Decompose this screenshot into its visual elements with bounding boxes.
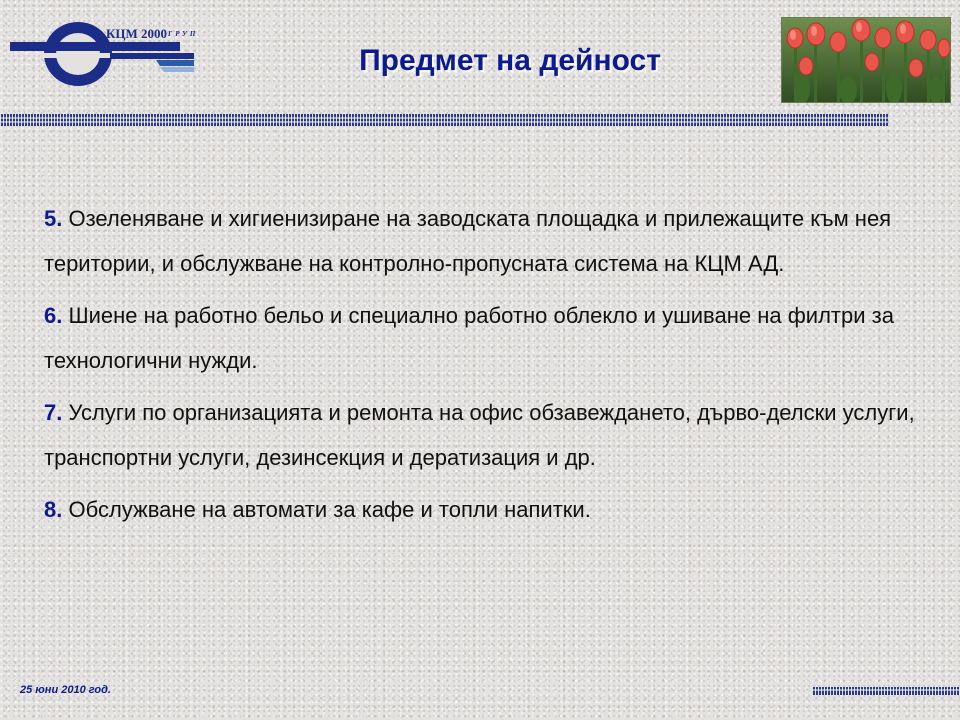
item-text: Шиене на работно бельо и специално работно облекло и ушиване на филтри за технологични нужди. <box>44 303 894 373</box>
footer-date: 25 юни 2010 год. <box>20 684 111 696</box>
item-number: 7. <box>44 400 63 425</box>
logo-sub-text: ГРУП <box>168 30 199 38</box>
item-text: Обслужване на автомати за кафе и топли напитки. <box>62 497 591 522</box>
item-number: 8. <box>44 497 63 522</box>
list-item <box>44 293 944 383</box>
footer-divider <box>812 687 960 695</box>
header-divider <box>0 114 888 126</box>
tulips-illustration-icon <box>782 18 950 102</box>
company-logo <box>10 16 200 88</box>
tulips-image <box>781 17 951 103</box>
list-item <box>44 390 944 480</box>
activity-list <box>44 196 944 539</box>
item-number: 5. <box>44 206 63 231</box>
logo-brand-text: КЦМ 2000 <box>106 26 168 41</box>
logo-emblem-icon <box>10 16 200 88</box>
page-title: Предмет на дейност <box>359 44 661 77</box>
item-number: 6. <box>44 303 63 328</box>
item-text: Озеленяване и хигиенизиране на заводската площадка и прилежащите към нея територии, и обслужване на контролно-пропусната система на КЦМ АД. <box>44 206 892 276</box>
item-text: Услуги по организацията и ремонта на офис обзавеждането, дърво-делски услуги, транспортни услуги, дезинсекция и дератизация и др. <box>44 400 915 470</box>
list-item <box>44 196 944 286</box>
list-item <box>44 487 944 532</box>
